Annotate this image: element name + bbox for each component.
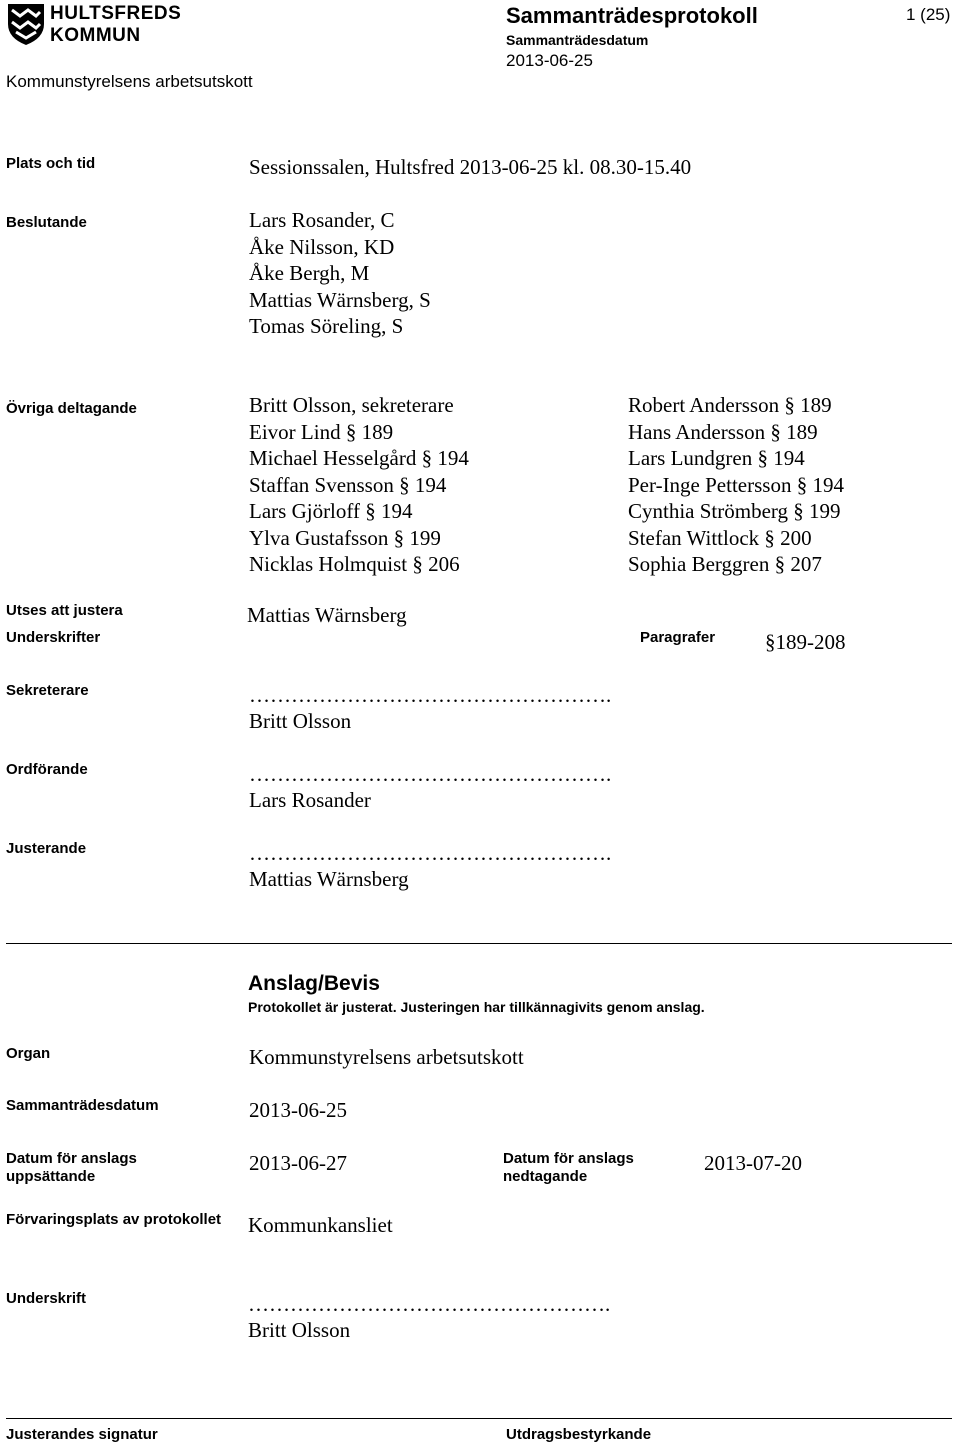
municipality-logo bbox=[6, 2, 186, 48]
anslag-organ-value: Kommunstyrelsens arbetsutskott bbox=[249, 1045, 524, 1069]
plats-label: Plats och tid bbox=[6, 155, 96, 172]
signature-line: ……………………………………………. bbox=[249, 841, 612, 865]
organ-name: Kommunstyrelsens arbetsutskott bbox=[6, 72, 253, 91]
participant: Lars Gjörloff § 194 bbox=[249, 499, 413, 523]
divider bbox=[6, 943, 952, 944]
beslutande-member: Lars Rosander, C bbox=[249, 208, 395, 232]
participant: Eivor Lind § 189 bbox=[249, 419, 394, 444]
beslutande-member: Mattias Wärnsberg, S bbox=[249, 287, 431, 312]
sekreterare-name: Britt Olsson bbox=[249, 709, 352, 733]
anslag-datum-value: 2013-06-25 bbox=[249, 1098, 347, 1122]
beslutande-list bbox=[249, 207, 431, 340]
anslag-title: Anslag/Bevis bbox=[248, 972, 380, 995]
meeting-date-value: 2013-06-25 bbox=[506, 51, 593, 70]
signature-line: ……………………………………………. bbox=[249, 762, 612, 786]
plats-value: Sessionssalen, Hultsfred 2013-06-25 kl. 08.30-15.40 bbox=[249, 155, 692, 179]
sekreterare-label: Sekreterare bbox=[6, 682, 89, 699]
justerande-label: Justerande bbox=[6, 840, 87, 857]
ovriga-column-2 bbox=[628, 392, 844, 578]
participant: Stefan Wittlock § 200 bbox=[628, 525, 812, 550]
underskrifter-label: Underskrifter bbox=[6, 629, 101, 646]
participant: Britt Olsson, sekreterare bbox=[249, 393, 454, 417]
crest-icon bbox=[6, 2, 46, 46]
forvaring-value: Kommunkansliet bbox=[248, 1213, 393, 1237]
participant: Staffan Svensson § 194 bbox=[249, 472, 447, 497]
beslutande-member: Åke Nilsson, KD bbox=[249, 234, 395, 259]
participant: Robert Andersson § 189 bbox=[628, 393, 832, 417]
ovriga-label: Övriga deltagande bbox=[6, 400, 137, 417]
logo-line2: KOMMUN bbox=[50, 25, 141, 46]
logo-line1: HULTSFREDS bbox=[50, 3, 182, 24]
anslag-datum-label: Sammanträdesdatum bbox=[6, 1097, 159, 1114]
beslutande-member: Tomas Söreling, S bbox=[249, 314, 404, 338]
footer-justerandes-signatur: Justerandes signatur bbox=[6, 1426, 158, 1443]
nedtagande-value: 2013-07-20 bbox=[704, 1151, 802, 1175]
uppsattande-value: 2013-06-27 bbox=[249, 1151, 347, 1175]
signature-line: ……………………………………………. bbox=[248, 1292, 611, 1316]
signature-line: ……………………………………………. bbox=[249, 683, 612, 707]
participant: Hans Andersson § 189 bbox=[628, 419, 818, 444]
document-title: Sammanträdesprotokoll bbox=[506, 3, 758, 28]
ordforande-name: Lars Rosander bbox=[249, 788, 371, 812]
participant: Nicklas Holmquist § 206 bbox=[249, 552, 460, 576]
paragrafer-label: Paragrafer bbox=[640, 629, 716, 646]
participant: Sophia Berggren § 207 bbox=[628, 552, 822, 576]
uppsattande-label: Datum för anslags uppsättande bbox=[6, 1150, 137, 1185]
ovriga-column-1 bbox=[249, 392, 469, 578]
footer-utdragsbestyrkande: Utdragsbestyrkande bbox=[506, 1426, 652, 1443]
paragrafer-value: §189-208 bbox=[765, 630, 846, 654]
page-number: 1 (25) bbox=[906, 5, 951, 24]
nedtagande-label: Datum för anslags nedtagande bbox=[503, 1150, 634, 1185]
meeting-date-label: Sammanträdesdatum bbox=[506, 32, 649, 48]
ordforande-label: Ordförande bbox=[6, 761, 88, 778]
underskrift-label: Underskrift bbox=[6, 1290, 87, 1307]
footer-divider bbox=[6, 1418, 952, 1419]
beslutande-label: Beslutande bbox=[6, 214, 87, 231]
justera-label: Utses att justera bbox=[6, 602, 123, 619]
justerande-name: Mattias Wärnsberg bbox=[249, 867, 409, 891]
participant: Lars Lundgren § 194 bbox=[628, 446, 805, 470]
participant: Michael Hesselgård § 194 bbox=[249, 446, 469, 470]
anslag-organ-label: Organ bbox=[6, 1045, 51, 1062]
beslutande-member: Åke Bergh, M bbox=[249, 261, 370, 285]
participant: Cynthia Strömberg § 199 bbox=[628, 499, 841, 523]
forvaring-label: Förvaringsplats av protokollet bbox=[6, 1211, 222, 1228]
participant: Per-Inge Pettersson § 194 bbox=[628, 472, 844, 497]
underskrift-name: Britt Olsson bbox=[248, 1318, 351, 1342]
justera-value: Mattias Wärnsberg bbox=[247, 603, 407, 627]
anslag-subtitle: Protokollet är justerat. Justeringen har tillkännagivits genom anslag. bbox=[248, 999, 705, 1015]
participant: Ylva Gustafsson § 199 bbox=[249, 525, 441, 550]
